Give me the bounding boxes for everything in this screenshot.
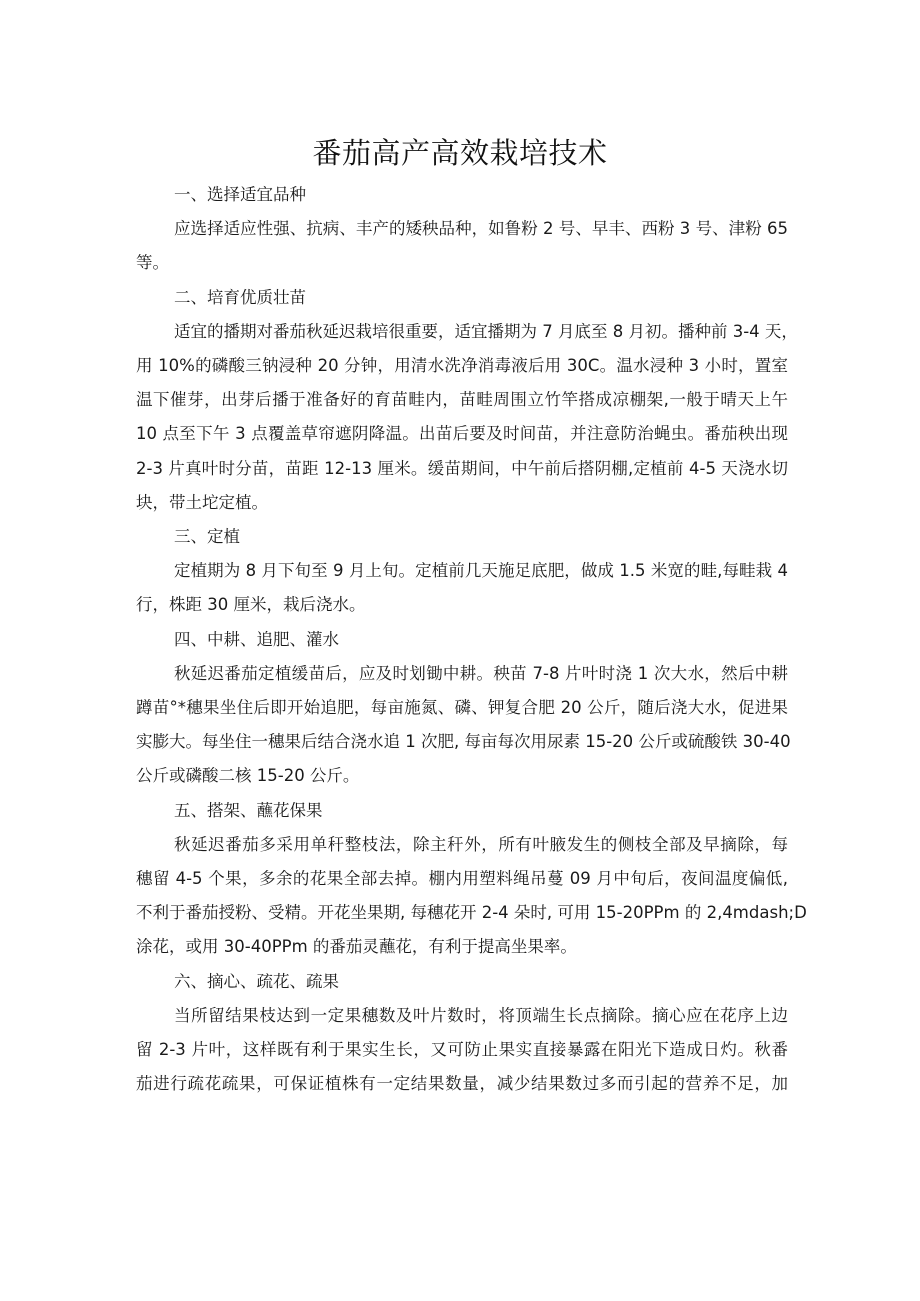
paragraph <box>136 999 788 1102</box>
text-line: 秋延迟番茄定植缓苗后，应及时划锄中耕。秧苗 7-8 片叶时浇 1 次大水，然后中耕 <box>174 663 788 683</box>
paragraph <box>136 212 788 280</box>
text-line: 穗留 4-5 个果，多余的花果全部去掉。棚内用塑料绳吊蔓 09 月中旬后，夜间温度偏低, <box>136 869 788 889</box>
text-line: 等。 <box>136 253 169 273</box>
page-title: 番茄高产高效栽培技术 <box>312 136 608 171</box>
text-line: 实膨大。每坐住一穗果后结合浇水追 1 次肥, 每亩每次用尿素 15-20 公斤或硫酸铁 30-40 <box>136 732 791 752</box>
text-line: 留 2-3 片叶，这样既有利于果实生长，又可防止果实直接暴露在阳光下造成日灼。秋番 <box>136 1040 788 1060</box>
text-line: 当所留结果枝达到一定果穗数及叶片数时，将顶端生长点摘除。摘心应在花序上边 <box>174 1005 788 1025</box>
text-line: 块，带土坨定植。 <box>136 492 268 512</box>
text-line: 适宜的播期对番茄秋延迟栽培很重要，适宜播期为 7 月底至 8 月初。播种前 3-4 天， <box>174 321 798 341</box>
text-line: 2-3 片真叶时分苗，苗距 12-13 厘米。缓苗期间，中午前后搭阴棚,定植前 4-5 天浇水切 <box>136 458 788 478</box>
text-line: 秋延迟番茄多采用单秆整枝法，除主秆外，所有叶腋发生的侧枝全部及早摘除，每 <box>174 834 788 854</box>
paragraph <box>136 315 798 520</box>
text-line: 茄进行疏花疏果，可保证植株有一定结果数量，减少结果数过多而引起的营养不足，加 <box>136 1074 788 1094</box>
text-line: 应选择适应性强、抗病、丰产的矮秧品种，如鲁粉 2 号、早丰、西粉 3 号、津粉 65 <box>174 219 788 239</box>
section-heading: 二、培育优质壮苗 <box>174 287 306 307</box>
text-line: 定植期为 8 月下旬至 9 月上旬。定植前几天施足底肥，做成 1.5 米宽的畦,每畦栽 4 <box>174 561 788 581</box>
section-heading: 一、选择适宜品种 <box>174 185 306 204</box>
text-line: 涂花，或用 30-40PPm 的番茄灵蘸花，有利于提高坐果率。 <box>136 937 577 957</box>
paragraph <box>136 554 788 622</box>
paragraph <box>136 828 807 965</box>
text-line: 用 10%的磷酸三钠浸种 20 分钟，用清水洗净消毒液后用 30C。温水浸种 3 小时，置室 <box>136 356 788 376</box>
text-line: 行，株距 30 厘米，栽后浇水。 <box>136 595 366 615</box>
paragraph <box>136 657 791 794</box>
text-line: 温下催芽，出芽后播于准备好的育苗畦内，苗畦周围立竹竿搭成凉棚架,一般于晴天上午 <box>136 390 788 410</box>
text-line: 蹲苗°*穗果坐住后即开始追肥，每亩施氮、磷、钾复合肥 20 公斤，随后浇大水，促进果 <box>136 698 788 718</box>
section-heading: 五、搭架、蘸花保果 <box>174 800 323 820</box>
section-heading: 六、摘心、疏花、疏果 <box>174 971 339 991</box>
text-line: 不利于番茄授粉、受精。开花坐果期, 每穗花开 2-4 朵时, 可用 15-20PPm 的 2,4mdash;D <box>136 903 807 923</box>
document-body <box>136 178 807 1101</box>
section-heading: 四、中耕、追肥、灌水 <box>174 629 339 649</box>
section-heading: 三、定植 <box>174 527 240 547</box>
text-line: 10 点至下午 3 点覆盖草帘遮阴降温。出苗后要及时间苗，并注意防治蝇虫。番茄秧出现 <box>136 424 788 444</box>
text-line: 公斤或磷酸二核 15-20 公斤。 <box>136 766 360 786</box>
